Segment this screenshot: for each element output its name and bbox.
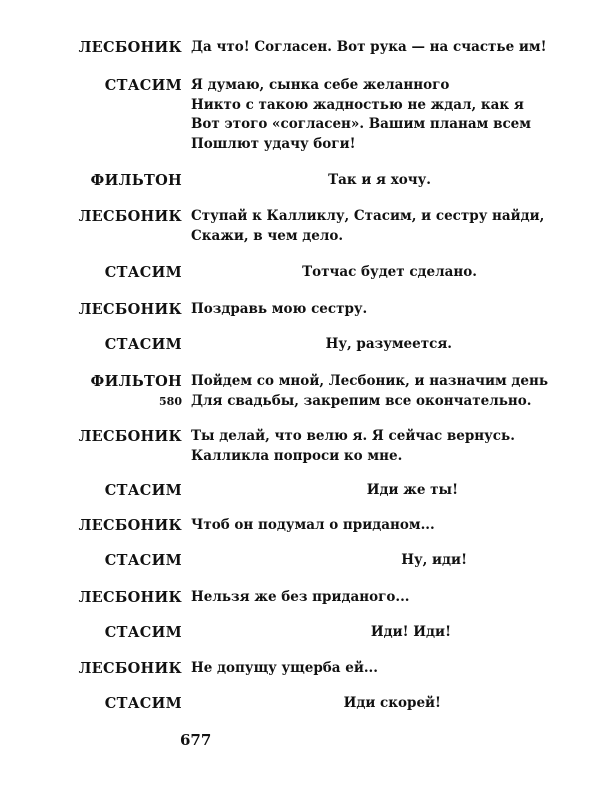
speaker-name: ЛЕСБОНИК <box>78 208 182 225</box>
speech-line: Ну, иди! <box>401 552 467 568</box>
speech-line: Вот этого «согласен». Вашим планам всем <box>191 116 531 132</box>
line-number: 580 <box>159 395 182 408</box>
speaker-name: ФИЛЬТОН <box>90 172 182 189</box>
speech-line: Поздравь мою сестру. <box>191 301 368 317</box>
page-number: 677 <box>180 731 212 749</box>
speech-lines <box>191 481 458 501</box>
speech-lines <box>191 623 451 643</box>
speaker-name: ЛЕСБОНИК <box>78 589 182 606</box>
speech-line: Так и я хочу. <box>328 172 431 188</box>
speech-line: Нельзя же без приданого... <box>191 589 410 605</box>
speaker-name: СТАСИМ <box>104 336 182 353</box>
speech-lines <box>191 171 431 191</box>
speech-line: Никто с такою жадностью не ждал, как я <box>191 96 524 113</box>
speaker-name: ЛЕСБОНИК <box>78 517 182 534</box>
speech-line: Скажи, в чем дело. <box>191 227 344 244</box>
speech-line: Ну, разумеется. <box>325 336 452 352</box>
speech-lines <box>191 427 521 466</box>
speech-line: Ты делай, что велю я. Я сейчас вернусь. <box>191 428 515 444</box>
speaker-name: СТАСИМ <box>104 695 182 712</box>
speech-lines <box>191 516 521 536</box>
speech-lines <box>191 694 441 714</box>
speech-lines <box>191 335 452 355</box>
speech-line: Тотчас будет сделано. <box>302 264 477 280</box>
speech-lines <box>191 38 547 58</box>
speech-line: Иди! Иди! <box>370 624 451 640</box>
speech-line: Да что! Согласен. Вот рука — на счастье им! <box>191 39 547 55</box>
speaker-name: ФИЛЬТОН <box>90 373 182 390</box>
speech-line: Калликла попроси ко мне. <box>191 447 403 464</box>
speech-lines <box>191 263 477 283</box>
speech-lines <box>191 551 467 571</box>
speaker-name: ЛЕСБОНИК <box>78 660 182 677</box>
speech-lines <box>191 659 521 679</box>
speech-line: Для свадьбы, закрепим все окончательно. <box>191 392 532 409</box>
speaker-name: СТАСИМ <box>104 552 182 569</box>
speech-lines <box>191 76 531 154</box>
speaker-name: ЛЕСБОНИК <box>78 39 182 56</box>
speech-lines <box>191 588 521 608</box>
speaker-name: СТАСИМ <box>104 264 182 281</box>
speech-line: Пойдем со мной, Лесбоник, и назначим день <box>191 373 549 389</box>
speech-lines <box>191 300 521 320</box>
speech-line: Я думаю, сынка себе желанного <box>191 77 450 93</box>
speech-line: Иди скорей! <box>343 695 441 711</box>
speech-lines <box>191 372 549 411</box>
speaker-name: СТАСИМ <box>104 482 182 499</box>
speech-lines <box>191 207 545 246</box>
speaker-name: ЛЕСБОНИК <box>78 301 182 318</box>
speech-line: Ступай к Калликлу, Стасим, и сестру найди, <box>191 208 545 224</box>
speaker-name: СТАСИМ <box>104 77 182 94</box>
speech-line: Не допущу ущерба ей... <box>191 660 378 676</box>
speech-line: Иди же ты! <box>366 482 458 498</box>
speaker-name: СТАСИМ <box>104 624 182 641</box>
speech-line: Пошлют удачу боги! <box>191 135 356 152</box>
speaker-name: ЛЕСБОНИК <box>78 428 182 445</box>
speech-line: Чтоб он подумал о приданом... <box>191 517 435 533</box>
